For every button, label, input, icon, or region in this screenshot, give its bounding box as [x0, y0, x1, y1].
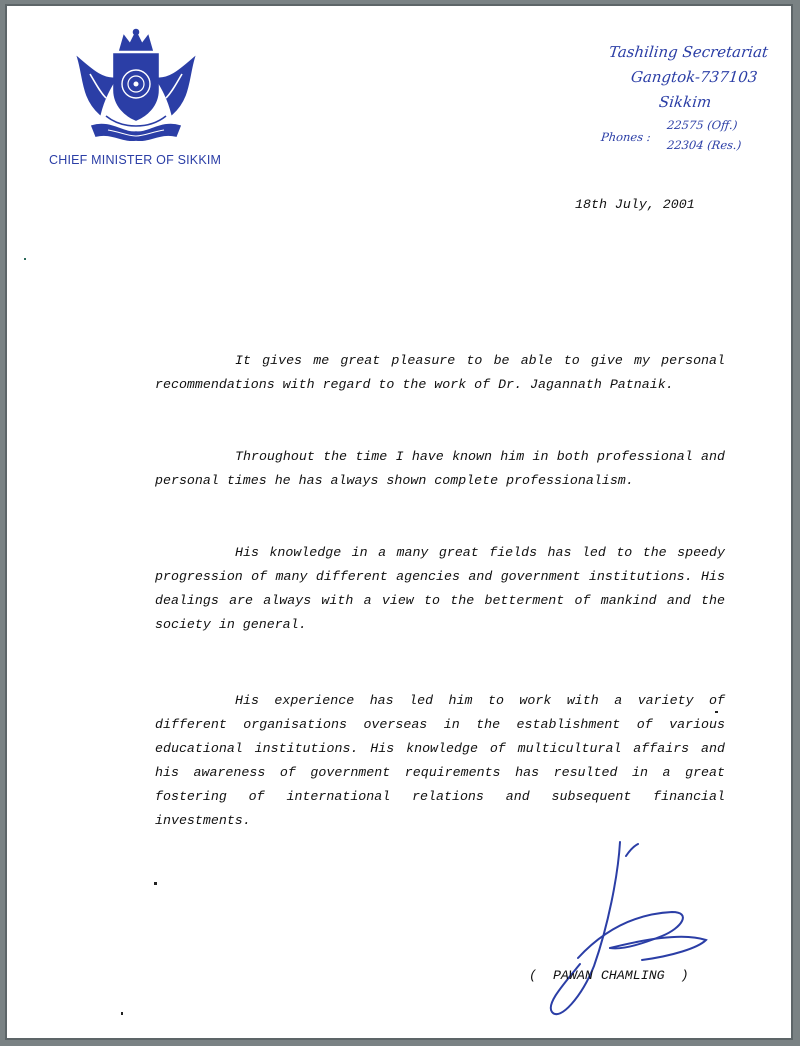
phone-office: 22575 (Off.) — [666, 118, 739, 132]
letter-page — [5, 4, 793, 1040]
scan-speck — [121, 1012, 123, 1015]
address-line-2: Gangtok-737103 — [630, 68, 759, 86]
address-line-3: Sikkim — [658, 93, 713, 111]
scan-speck — [24, 258, 26, 260]
phone-residence: 22304 (Res.) — [666, 138, 742, 152]
handwritten-signature — [522, 836, 722, 1026]
paragraph-1: It gives me great pleasure to be able to give my personal recommendations with regard to the work of Dr. Jagannath Patnaik. — [155, 353, 725, 392]
paragraph-3: His knowledge in a many great fields has led to the speedy progression of many different agencies and government institutions. His dealings are always with a view to the betterment of mankind and the society in general. — [155, 545, 725, 632]
paragraph-2: Throughout the time I have known him in both professional and personal times he has always shown complete professionalism. — [155, 449, 725, 488]
signatory-name: ( PAWAN CHAMLING ) — [529, 968, 689, 983]
address-line-1: Tashiling Secretariat — [608, 43, 770, 61]
phones-label: Phones : — [600, 130, 652, 144]
sikkim-emblem-icon — [70, 28, 202, 146]
letter-date: 18th July, 2001 — [575, 197, 695, 212]
scan-speck — [154, 882, 157, 885]
scan-speck — [715, 711, 718, 713]
paragraph-4: His experience has led him to work with a variety of different organisations overseas in the establishment of various educational institutions. His knowledge of multicultural affairs and his awareness of government requirements has resulted in a great fostering of international relations and subsequent financial investments. — [155, 693, 725, 828]
office-title: CHIEF MINISTER OF SIKKIM — [49, 153, 222, 167]
